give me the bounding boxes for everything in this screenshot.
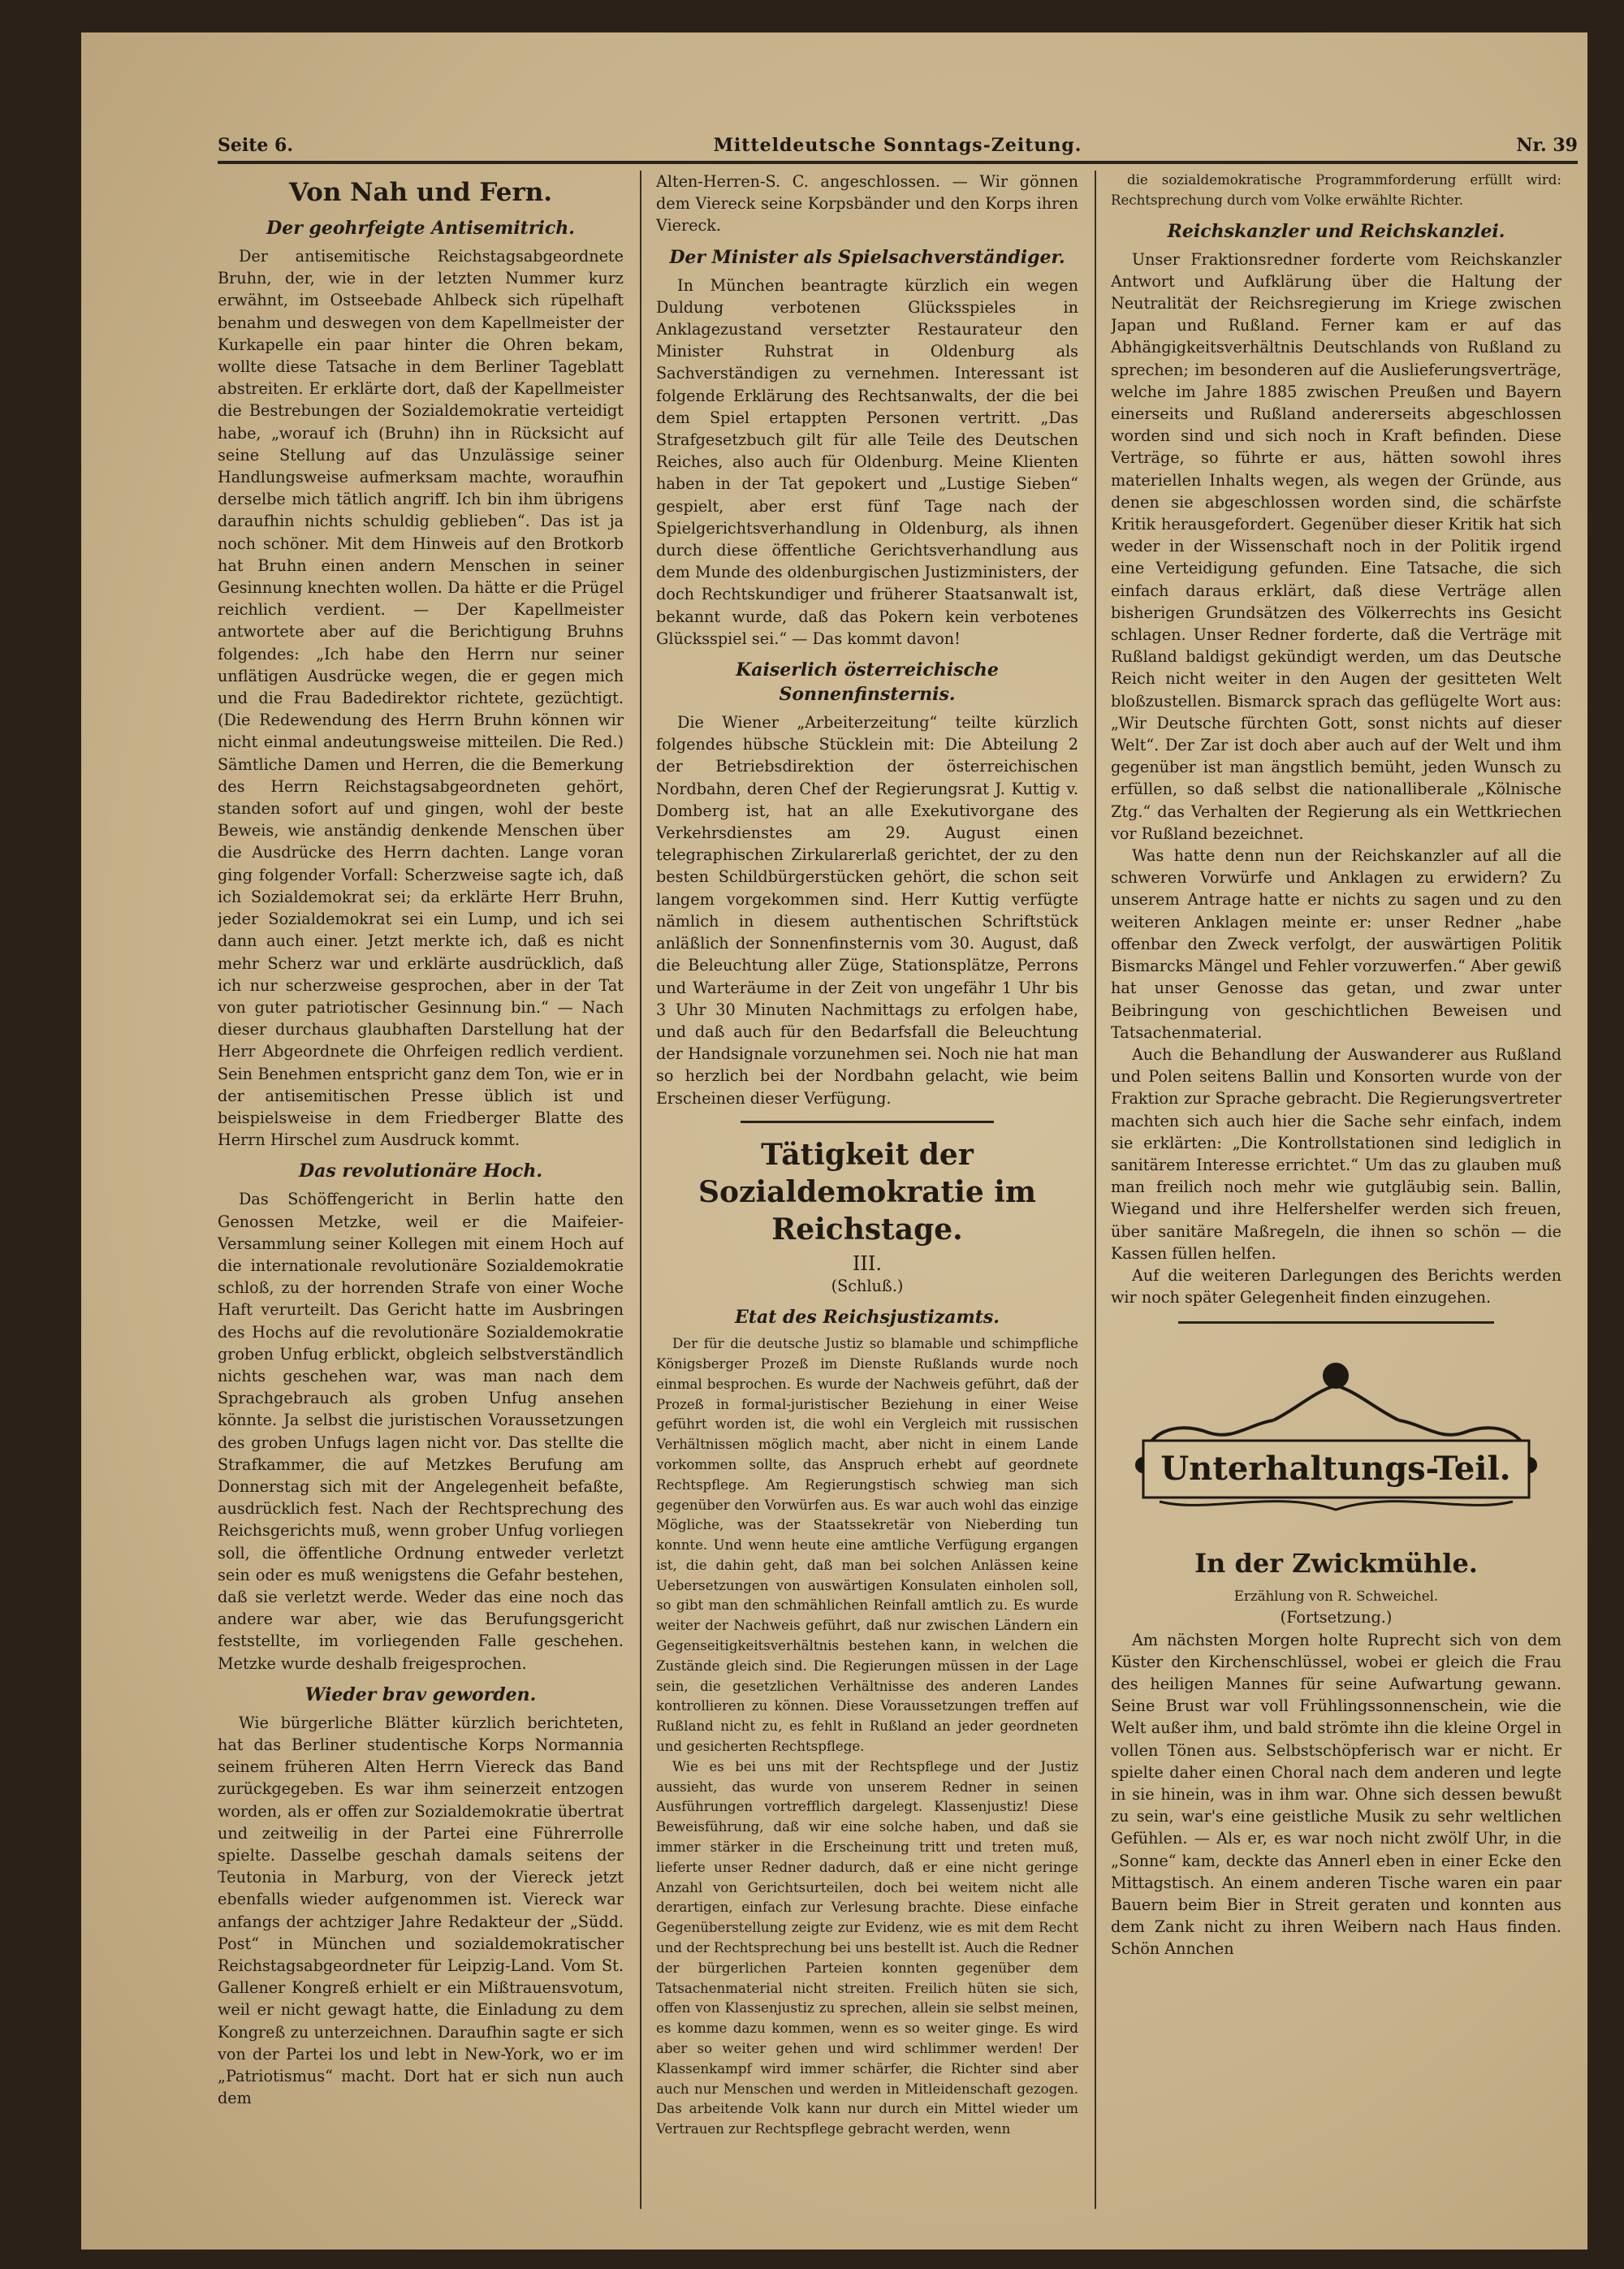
story-byline: Erzählung von R. Schweichel. [1233, 1588, 1439, 1604]
article-text: Wie bürgerliche Blätter kürzlich berichteten, hat das Berliner studentische Korps Normannia seinem früheren Alten Herrn Viereck das Band zurückgegeben. Es war ihm seinerzeit entzogen worden, als er offen zur Sozialdemokratie übertrat und zeitweilig in der Partei eine Führerrolle spielte. Dasselbe geschah damals seitens der Teutonia in Marburg, von der Viereck jetzt ebenfalls wieder aufgenommen ist. Viereck war anfangs der achtziger Jahre Redakteur der „Südd. Post“ in München und sozialdemokratischer Reichstagsabgeordneter für Leipzig-Land. Vom St. Gallener Kongreß erhielt er ein Mißtrauensvotum, weil er nicht gewagt hatte, die Einladung zu dem Kongreß zu unterzeichnen. Daraufhin sagte er sich von der Partei los und lebt in New-York, wo er im „Patriotismus“ macht. Dort hat er sich nun auch dem [218, 1713, 624, 2108]
main-article-title: Tätigkeit der Sozialdemokratie im Reichstage. [698, 1137, 1037, 1247]
article-text: Der für die deutsche Justiz so blamable und schimpfliche Königsberger Prozeß im Dienste Rußlands wurde noch einmal besprochen. Es wurde der Nachweis geführt, daß der Prozeß in formal-juristischer Beziehung in einer Weise geführt worden ist, die wohl ein Vergleich mit russischen Verhältnissen möglich macht, aber nicht in einem Lande vorkommen sollte, das Anspruch erhebt auf geordnete Rechtspflege. Am Regierungstisch schwieg man sich gegenüber den Vorwürfen aus. Es war auch wohl das einzige Mögliche, was der Staatssekretär von Nieberding tun konnte. Und wenn heute eine amtliche Verfügung ergangen ist, die dahin geht, daß man bei solchen Anlässen keine Uebersetzungen von auswärtigen Konsulaten einholen soll, so gibt man den schmählichen Reinfall amtlich zu. Es wurde weiter der Nachweis geführt, daß nur zwischen Ländern ein Gegenseitigkeitsverhältnis bestehen kann, in welchen die Zustände gleich sind. Die Regierungen müssen in der Lage sein, die gesetzlichen Verhältnisse des anderen Landes kontrollieren zu können. Diese Voraussetzungen treffen auf Rußland nicht zu, es fehlt in Rußland an jeder geordneten und gesicherten Rechtspflege. [656, 1336, 1078, 1755]
issue-number: Nr. 39 [1516, 135, 1578, 156]
ornament-title: Unterhaltungs-Teil. [1160, 1450, 1511, 1489]
column-divider [640, 171, 641, 2209]
article-heading: Reichskanzler und Reichskanzlei. [1167, 220, 1505, 242]
section-rule [1178, 1321, 1494, 1324]
column-2 [656, 171, 1078, 2217]
article-heading: Kaiserlich österreichische Sonnenfinsternis. [736, 659, 999, 706]
part-note: (Schluß.) [831, 1276, 904, 1295]
article-text: Was hatte denn nun der Reichskanzler auf all die schweren Vorwürfe und Anklagen zu erwidern? Zu unserem Antrage hatte er nichts zu sagen und zu den weiteren Anklagen meinte er: unser Redner „habe offenbar den Zweck verfolgt, der auswärtigen Politik Bismarcks Mängel und Fehler vorzuwerfen.“ Aber gewiß hat unser Genosse das getan, und zwar unter Beibringung von geschichtlichen Beweisen und Tatsachenmaterial. [1111, 846, 1561, 1042]
article-heading: Das revolutionäre Hoch. [299, 1160, 542, 1182]
article-text: die sozialdemokratische Programmforderung erfüllt wird: Rechtsprechung durch vom Volke erwählte Richter. [1111, 172, 1561, 208]
newspaper-title: Mitteldeutsche Sonntags-Zeitung. [713, 135, 1082, 156]
page-header [218, 128, 1578, 161]
article-heading: Der geohrfeigte Antisemitrich. [266, 218, 575, 239]
small-text-block [656, 1334, 1078, 2140]
article-text: In München beantragte kürzlich ein wegen Duldung verbotenen Glücksspieles in Anklagezustand versetzter Restaurateur den Minister Ruhstrat in Oldenburg als Sachverständigen zu vernehmen. Interessant ist folgende Erklärung des Rechtsanwalts, der die bei dem Spiel ertappten Personen vertritt. „Das Strafgesetzbuch gilt für alle Teile des Deutschen Reiches, also auch für Oldenburg. Meine Klienten haben in der Tat gepokert und „Lustige Sieben“ gespielt, aber erst fünf Tage nach der Spielgerichtsverhandlung in Oldenburg, als ihnen durch diese öffentliche Gerichtsverhandlung aus dem Munde des oldenburgischen Justizministers, der doch Rechtskundiger und früherer Staatsanwalt ist, bekannt wurde, daß das Pokern kein verbotenes Glücksspiel sei.“ — Das kommt davon! [656, 275, 1078, 648]
article-text: Die Wiener „Arbeiterzeitung“ teilte kürzlich folgendes hübsche Stücklein mit: Die Abteilung 2 der Betriebsdirektion der österreichischen Nordbahn, deren Chef der Regierungsrat J. Kuttig v. Domberg ist, hat an alle Exekutivorgane des Verkehrsdienstes am 29. August einen telegraphischen Zirkularerlaß gerichtet, der zu den besten Schildbürgerstücken gehört, die schon seit langem vorgekommen sind. Herr Kuttig verfügte nämlich in diesem authentischen Schriftstück anläßlich der Sonnenfinsternis vom 30. August, daß die Beleuchtung aller Züge, Stationsplätze, Perrons und Warteräume in der Zeit von ungefähr 1 Uhr bis 3 Uhr 30 Minuten Nachmittags zu erfolgen habe, und daß auch für den Bedarfsfall die Beleuchtung der Handsignale vorzunehmen sei. Noch nie hat man so herzlich bei der Nordbahn gelacht, wie beim Erscheinen dieser Verfügung. [656, 713, 1078, 1108]
article-text: Auf die weiteren Darlegungen des Berichts werden wir noch später Gelegenheit finden einzugehen. [1111, 1265, 1561, 1307]
story-title: In der Zwickmühle. [1194, 1547, 1478, 1579]
column-divider [1095, 171, 1096, 2209]
column-1 [218, 171, 624, 2217]
part-number: III. [852, 1251, 883, 1275]
column-3 [1111, 171, 1561, 2217]
story-continued: (Fortsetzung.) [1280, 1608, 1393, 1627]
article-text: Auch die Behandlung der Auswanderer aus Rußland und Polen seitens Ballin und Konsorten wurde von der Fraktion zur Sprache gebracht. Die Regierungsvertreter machten sich auch hier die Sache sehr einfach, indem sie erklärten: „Die Kontrollstationen sind lediglich in sanitärem Interesse errichtet.“ Um das zu glauben muß man freilich noch mehr wie gutgläubig sein. Ballin, Wiegand und ihre Helfershelfer werden sich freuen, über sanitäre Maßregeln, die ihnen so schön — die Kassen füllen helfen. [1111, 1044, 1561, 1263]
article-text: Am nächsten Morgen holte Ruprecht sich von dem Küster den Kirchenschlüssel, wobei er gleich die Frau des heiligen Mannes für seine Aufwartung gewann. Seine Brust war voll Frühlingssonnenschein, wie die Welt außer ihm, und bald strömte ihn die kleine Orgel in vollen Tönen aus. Selbstschöpferisch war er nicht. Er spielte daher einen Choral nach dem anderen und legte in sie hinein, was in ihm war. Ohne sich dessen bewußt zu sein, war's eine geistliche Musik zu sehr weltlichen Gefühlen. — Als er, es war noch nicht zwölf Uhr, in die „Sonne“ kam, deckte das Annerl eben in einer Ecke den Mittagstisch. An einem anderen Tische waren ein paar Bauern beim Bier in Streit geraten und konnten aus dem Zank nicht zu ihren Weibern nach Haus finden. Schön Annchen [1111, 1630, 1561, 1959]
article-heading: Etat des Reichsjustizamts. [735, 1307, 1000, 1329]
article-heading: Der Minister als Spielsachverständiger. [669, 246, 1065, 268]
newspaper-page [81, 32, 1587, 2250]
section-rule [741, 1121, 994, 1123]
ornament-flourish-icon [1137, 1364, 1535, 1510]
small-text-block [1111, 171, 1561, 211]
article-text: Unser Fraktionsredner forderte vom Reichskanzler Antwort und Aufklärung über die Haltung der Neutralität der Reichsregierung im Kriege zwischen Japan und Rußland. Ferner kam er auf das Abhängigkeitsverhältnis Deutschlands von Rußland zu sprechen; im besonderen auf die Auslieferungsverträge, welche im Jahre 1885 zwischen Preußen und Bayern einerseits und Rußland andererseits abgeschlossen worden sind und sich noch in Kraft befinden. Diese Verträge, so führte er aus, hätten sowohl ihres materiellen Inhalts wegen, als wegen der Gründe, aus denen sie abgeschlossen worden sind, die schärfste Kritik herausgefordert. Gegenüber dieser Kritik hat sich weder in der Wissenschaft noch in der Politik irgend eine Verteidigung gefunden. Eine Tatsache, die sich einfach daraus erklärt, daß diese Verträge allen bisherigen Grundsätzen des Völkerrechts ins Gesicht schlagen. Unser Redner forderte, daß die Verträge mit Rußland baldigst gekündigt werden, um das Deutsche Reich nicht weiter in den Augen der gesitteten Welt bloßzustellen. Bismarck sprach das geflügelte Wort aus: „Wir Deutsche fürchten Gott, sonst nichts auf dieser Welt“. Der Zar ist doch aber auch auf der Welt und ihm gegenüber ist man ängstlich bemüht, jeden Wunsch zu erfüllen, so daß selbst die nationalliberale „Kölnische Ztg.“ das Verhalten der Regierung als ein Wettkriechen vor Rußland bezeichnet. [1111, 249, 1561, 843]
section-title: Von Nah und Fern. [288, 178, 553, 207]
article-heading: Wieder brav geworden. [304, 1683, 537, 1705]
header-rule [218, 161, 1578, 164]
article-text: Der antisemitische Reichstagsabgeordnete Bruhn, der, wie in der letzten Nummer kurz erwähnt, im Ostseebade Ahlbeck sich rüpelhaft benahm und deswegen von dem Kapellmeister der Kurkapelle ein paar hinter die Ohren bekam, wollte diese Tatsache in dem Berliner Tageblatt abstreiten. Er erklärte dort, daß der Kapellmeister die Bestrebungen der Sozialdemokratie verteidigt habe, „worauf ich (Bruhn) ihn in Rücksicht auf seine Stellung auf das Unzulässige seiner Handlungsweise aufmerksam machte, woraufhin derselbe mich tätlich angriff. Ich bin ihm übrigens daraufhin nichts schuldig geblieben“. Das ist ja noch schöner. Mit dem Hinweis auf den Brotkorb hat Bruhn einen andern Menschen in seiner Gesinnung knechten wollen. Da hätte er die Prügel reichlich verdient. — Der Kapellmeister antwortete aber auf die Berichtigung Bruhns folgendes: „Ich habe den Herrn nur seiner unflätigen Ausdrücke wegen, die er gegen mich und die Frau Badedirektor richtete, gezüchtigt. (Die Redewendung des Herrn Bruhn können wir nicht einmal andeutungsweise mitteilen. Die Red.) Sämtliche Damen und Herren, die die Bemerkung des Herrn Reichstagsabgeordneten gehört, standen sofort auf und gingen, wohl der beste Beweis, wie anständig denkende Menschen über die Ausdrücke des Herrn dachten. Lange voran ging folgender Vorfall: Scherzweise sagte ich, daß ich Sozialdemokrat sei; da erklärte Herr Bruhn, jeder Sozialdemokrat sei ein Lump, und ich sei dann auch einer. Jetzt merkte ich, daß es nicht mehr Scherz war und erklärte ausdrücklich, daß ich nur scherzweise gesprochen, aber in der Tat von guter patriotischer Gesinnung bin.“ — Nach dieser durchaus glaubhaften Darstellung hat der Herr Abgeordnete die Ohrfeigen redlich verdient. Sein Benehmen entspricht ganz dem Ton, wie er in der antisemitischen Presse üblich ist und beispielsweise in dem Friedberger Blatte des Herrn Hirschel zum Ausdruck kommt. [218, 247, 624, 1150]
ornament-banner [1111, 1343, 1561, 1522]
article-text: Wie es bei uns mit der Rechtspflege und der Justiz aussieht, das wurde von unserem Redner in seinen Ausführungen vortrefflich dargelegt. Klassenjustiz! Diese Beweisführung, daß wir eine solche haben, und daß sie immer stärker in die Erscheinung tritt und treten muß, lieferte unser Redner dadurch, daß er eine nicht geringe Anzahl von Gerichtsurteilen, doch bei weitem nicht alle derartigen, einfach zur Verlesung brachte. Diese einfache Gegenüberstellung zeigte zur Evidenz, wie es mit dem Recht und der Rechtsprechung bei uns bestellt ist. Auch die Redner der bürgerlichen Parteien konnten gegenüber dem Tatsachenmaterial nicht streiten. Freilich hüten sie sich, offen von Klassenjustiz zu sprechen, allein sie selbst meinen, es komme dazu kommen, wenn es so weiter ginge. Es wird aber so weiter gehen und wird schlimmer werden! Der Klassenkampf wird immer schärfer, die Richter sind aber auch nur Menschen und werden in Mitleidenschaft gezogen. Das arbeitende Volk kann nur durch ein Mittel wieder um Vertrauen zur Rechtspflege gebracht werden, wenn [656, 1758, 1078, 2137]
article-text: Alten-Herren-S. C. angeschlossen. — Wir gönnen dem Viereck seine Korpsbänder und den Korps ihren Viereck. [656, 172, 1078, 236]
article-text: Das Schöffengericht in Berlin hatte den Genossen Metzke, weil er die Maifeier-Versammlung seiner Kollegen mit einem Hoch auf die internationale revolutionäre Sozialdemokratie schloß, zu der horrenden Strafe von einer Woche Haft verurteilt. Das Gericht hatte im Ausbringen des Hochs auf die revolutionäre Sozialdemokratie groben Unfug erblickt, obgleich selbstverständlich nichts geschehen war, was man nach dem Sprachgebrauch als groben Unfug ansehen könnte. Ja selbst die juristischen Voraussetzungen des groben Unfugs lagen nicht vor. Das stellte die Strafkammer, die auf Metzkes Berufung am Donnerstag sich mit der Angelegenheit befaßte, ausdrücklich fest. Nach der Rechtsprechung des Reichsgerichts muß, wenn grober Unfug vorliegen soll, die öffentliche Ordnung entweder verletzt sein oder es muß wenigstens die Gefahr bestehen, daß sie verletzt werde. Weder das eine noch das andere war aber, wie das Berufungsgericht feststellte, im vorliegenden Falle geschehen. Metzke wurde deshalb freigesprochen. [218, 1190, 624, 1673]
page-number: Seite 6. [218, 135, 294, 156]
